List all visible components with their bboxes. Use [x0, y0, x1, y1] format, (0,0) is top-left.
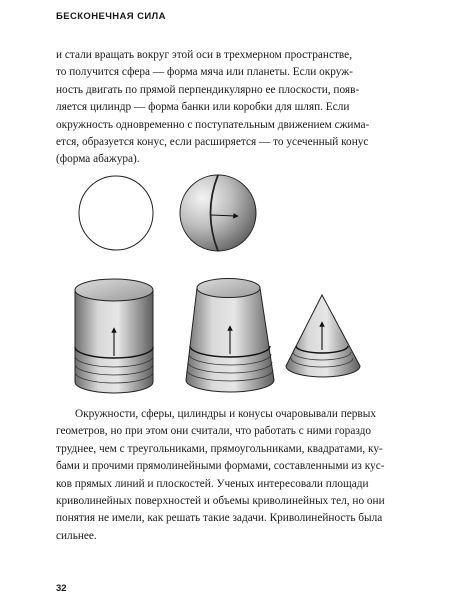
- text-line: криволинейных поверхностей и объемы криволинейных тел, но они: [56, 495, 385, 508]
- text-line: геометров, но при этом они считали, что работать с ними гораздо: [56, 425, 371, 438]
- text-line: то получится сфера — форма мяча или планеты. Если окруж-: [56, 66, 353, 79]
- text-line: Окружности, сферы, цилиндры и конусы очаровывали первых: [75, 408, 376, 420]
- frustum-shape: [186, 279, 274, 393]
- text-line: ляется цилиндр — форма банки или коробки для шляп. Если: [56, 101, 350, 114]
- solids-of-revolution-figure: [0, 165, 453, 395]
- text-line: бами и прочими прямолинейными формами, составленными из кус-: [56, 460, 385, 473]
- text-line: и стали вращать вокруг этой оси в трехмерном пространстве,: [56, 49, 353, 61]
- sphere-shape: [180, 175, 256, 251]
- running-header: БЕСКОНЕЧНАЯ СИЛА: [56, 11, 166, 22]
- text-line: понятия не имели, как решать такие задачи. Криволинейность была: [56, 512, 383, 525]
- text-line: окружность одновременно с поступательным движением сжима-: [56, 118, 370, 131]
- text-line: (форма абажура).: [56, 153, 140, 166]
- text-line: ков прямых линий и плоскостей. Ученых интересовали площади: [56, 477, 369, 490]
- text-line: ность двигать по прямой перпендикулярно ее плоскости, появ-: [56, 83, 360, 96]
- circle-shape: [79, 176, 153, 250]
- cone-shape: [286, 295, 360, 377]
- text-line: труднее, чем с треугольниками, прямоугольниками, квадратами, ку-: [56, 442, 383, 455]
- paragraph-intro: [56, 47, 396, 169]
- text-line: ется, образуется конус, если расширяется — то усеченный конус: [56, 136, 369, 149]
- text-line: сильнее.: [56, 529, 97, 542]
- cylinder-shape: [75, 279, 153, 393]
- page-number: 32: [56, 583, 67, 594]
- paragraph-geometers: [56, 406, 396, 545]
